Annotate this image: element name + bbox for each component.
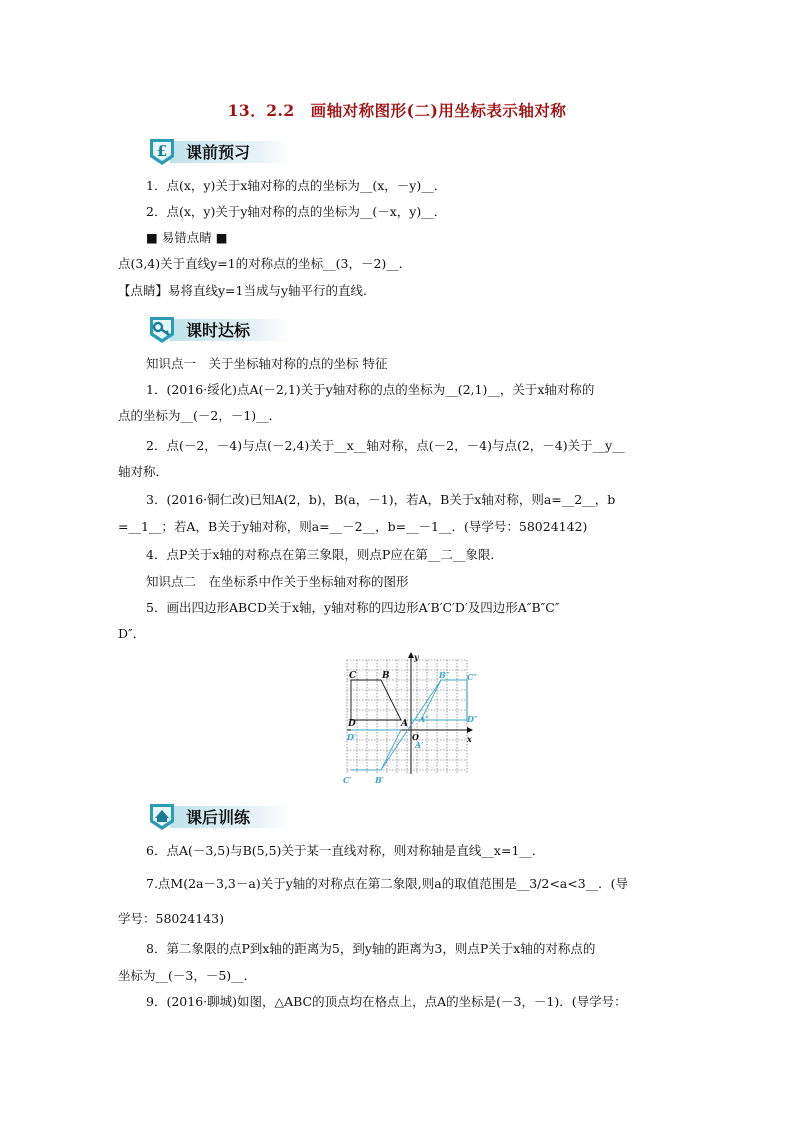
coordinate-grid-figure [339,652,478,792]
after-q8-line2: 坐标为__(－3，－5)__． [118,968,257,983]
svg-text:£: £ [156,142,168,160]
label-x-axis: x [467,734,472,744]
after-q9: 9．(2016·聊城)如图，△ABC的顶点均在格点上，点A的坐标是(－3，－1)．(导学号： [146,994,627,1009]
after-q8-line1: 8．第二象限的点P到x轴的距离为5，到y轴的距离为3，则点P关于x轴的对称点的 [146,941,596,956]
house-badge-icon [146,800,178,832]
label-a-prime: A′ [415,740,424,750]
label-d-double-prime: D″ [467,714,478,724]
class-q1-line2: 点的坐标为__(－2，－1)__． [118,408,282,423]
page-title: 13．2.2 画轴对称图形(二)用坐标表示轴对称 [227,101,567,120]
pre-q1: 1．点(x，y)关于x轴对称的点的坐标为__(x，－y)__． [146,178,447,193]
label-a: A [401,719,408,729]
label-b-double-prime: B″ [439,670,450,680]
class-q1-line1: 1．(2016·绥化)点A(－2,1)关于y轴对称的点的坐标为__(2,1)__，关于x轴对称的 [146,382,595,397]
section-title: 课后训练 [186,808,251,827]
label-d: D [348,719,356,729]
label-o: O [412,732,419,742]
label-d-prime: D′ [347,732,357,742]
label-a-double-prime: A″ [419,714,429,724]
section-banner-class [146,313,296,347]
tip-question: 点(3,4)关于直线y=1的对称点的坐标__(3，－2)__． [118,256,412,271]
after-q7-line2: 学号：58024143) [118,911,224,926]
tip-note: 【点睛】易将直线y=1当成与y轴平行的直线． [118,283,376,298]
class-q3-line1: 3．(2016·铜仁改)已知A(2，b)，B(a，－1)，若A，B关于x轴对称，则a=__2__，b [146,492,616,507]
label-y-axis: y [414,652,419,662]
class-q4: 4．点P关于x轴的对称点在第三象限，则点P应在第__二__象限． [146,547,503,562]
knowledge-point-2: 知识点二 在坐标系中作关于坐标轴对称的图形 [146,574,409,589]
label-c: C [349,671,357,681]
section-title: 课前预习 [186,143,251,162]
label-c-prime: C′ [343,775,352,785]
after-q7-line1: 7.点M(2a－3,3－a)关于y轴的对称点在第二象限,则a的取值范围是__3/2<a<3__．(导 [146,876,629,891]
section-banner-after [146,800,296,834]
pre-q2: 2．点(x，y)关于y轴对称的点的坐标为__(－x，y)__． [146,204,447,219]
after-q6: 6．点A(－3,5)与B(5,5)关于某一直线对称，则对称轴是直线__x=1__． [146,843,545,858]
class-q2-line1: 2．点(－2，－4)与点(－2,4)关于__x__轴对称，点(－2，－4)与点(2，－4)关于__y__ [146,438,625,453]
tip-heading: ■ 易错点睛 ■ [146,230,228,245]
knowledge-point-1: 知识点一 关于坐标轴对称的点的坐标 特征 [146,356,388,371]
class-q5-line1: 5．画出四边形ABCD关于x轴，y轴对称的四边形A′B′C′D′及四边形A″B″C″ [146,600,560,615]
class-q2-line2: 轴对称． [118,464,169,479]
class-q3-line2: =__1__；若A，B关于y轴对称，则a=__－2__，b=__－1__．(导学号：58024142) [118,519,588,534]
key-badge-icon [146,313,178,345]
section-banner-pre [146,135,296,169]
label-c-double-prime: C″ [467,672,477,682]
class-q5-line2: D″． [118,626,146,641]
label-b-prime: B′ [375,775,384,785]
pound-badge-icon [146,135,178,167]
section-title: 课时达标 [186,321,251,340]
label-b: B [382,671,390,681]
